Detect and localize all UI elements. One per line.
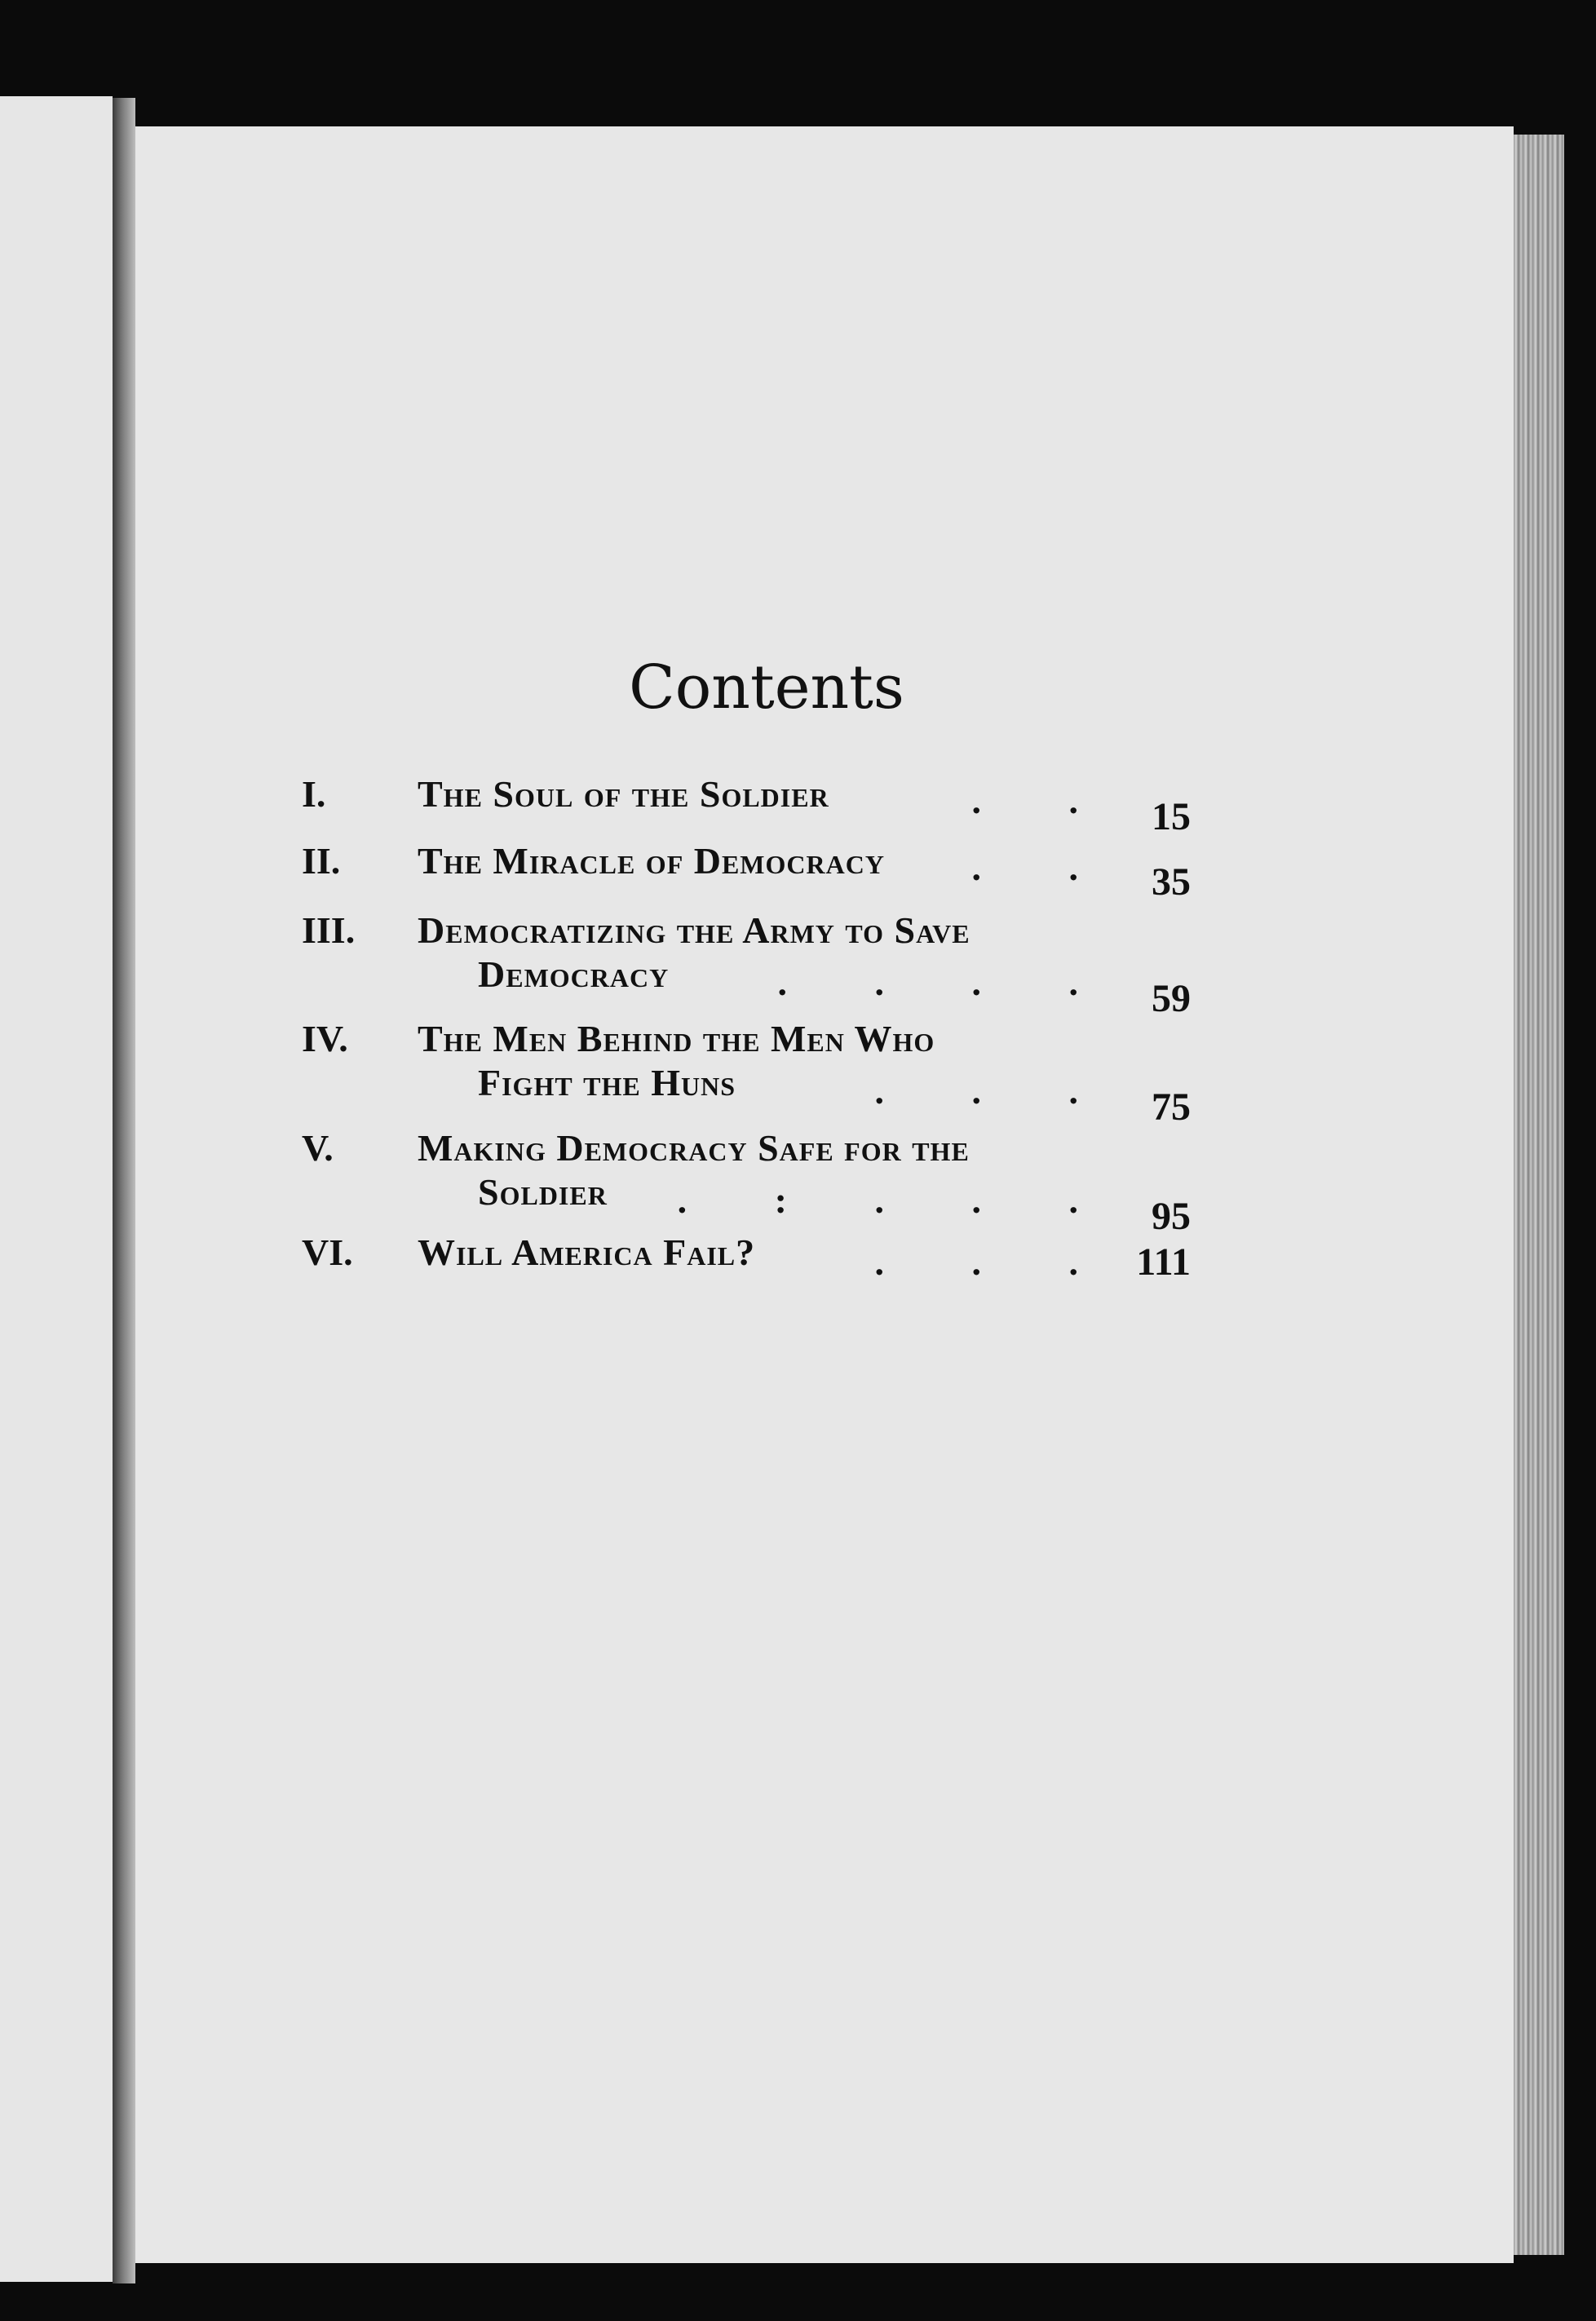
chapter-title: Making Democracy Safe for the [418,1127,970,1169]
dot-leader: . . . [874,1241,1117,1283]
toc-entry [302,1127,1191,1238]
chapter-title: Will America Fail? [418,1231,756,1273]
page-number: 75 [1152,1085,1191,1129]
toc-entry [302,840,1191,904]
toc-entry [302,909,1191,1020]
page-number: 35 [1152,860,1191,904]
chapter-number: II. [302,840,341,882]
dot-leader: . . [971,780,1117,821]
toc-entry [302,1231,1191,1284]
chapter-title: Democratizing the Army to Save [418,909,970,951]
chapter-number: III. [302,909,356,951]
toc-entry [302,773,1191,838]
chapter-number: I. [302,773,326,815]
dot-leader: . : . . . [677,1179,1117,1221]
page-number: 15 [1152,795,1191,838]
dot-leader: . . [971,847,1117,888]
chapter-title-continuation: Soldier [478,1171,608,1213]
chapter-title: The Men Behind the Men Who [418,1018,935,1059]
dot-leader: . . . [874,1070,1117,1112]
chapter-title-continuation: Fight the Huns [478,1062,736,1103]
dot-leader: . . . . [777,962,1117,1003]
chapter-number: IV. [302,1018,348,1059]
chapter-title-continuation: Democracy [478,953,670,995]
page-number: 95 [1152,1195,1191,1238]
contents-heading: Contents [629,652,904,723]
book-gutter [113,98,135,2283]
chapter-number: VI. [302,1231,353,1273]
chapter-title: The Miracle of Democracy [418,840,885,882]
left-page-fragment [0,96,113,2282]
chapter-number: V. [302,1127,334,1169]
page-edge-stack [1514,135,1564,2255]
toc-entry [302,1018,1191,1129]
page-number: 111 [1136,1240,1191,1284]
chapter-title: The Soul of the Soldier [418,773,829,815]
page-number: 59 [1152,977,1191,1020]
